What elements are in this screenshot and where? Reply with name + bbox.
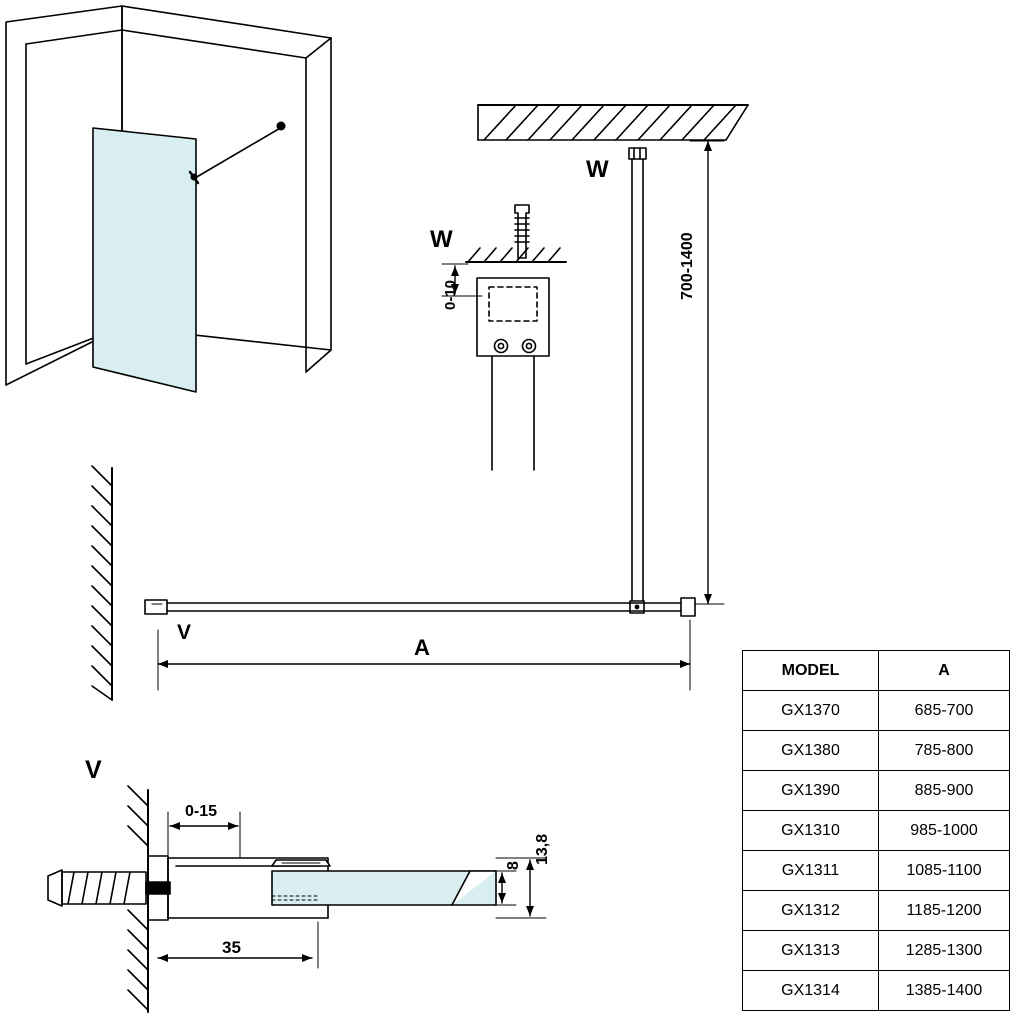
cell-model: GX1380 (743, 731, 879, 771)
table-row (743, 731, 1010, 771)
cell-a: 1085-1100 (879, 851, 1010, 891)
cell-a: 1185-1200 (879, 891, 1010, 931)
cell-model: GX1314 (743, 971, 879, 1011)
dimension-label-profile-depth: 35 (222, 938, 241, 957)
table-header-row (743, 651, 1010, 691)
cell-a: 885-900 (879, 771, 1010, 811)
dimension-label-height-range: 700-1400 (679, 232, 696, 300)
model-dimension-table (742, 650, 1010, 1011)
dimension-label-wall-gap: 0-15 (185, 803, 218, 820)
dimension-label-a: A (414, 635, 430, 660)
cell-model: GX1313 (743, 931, 879, 971)
cell-model: GX1312 (743, 891, 879, 931)
cell-model: GX1311 (743, 851, 879, 891)
cell-a: 785-800 (879, 731, 1010, 771)
cell-model: GX1310 (743, 811, 879, 851)
dimension-label-bracket-adjust: 0-10 (442, 279, 459, 310)
table-header-a: A (879, 651, 1010, 691)
table-row (743, 851, 1010, 891)
table-row (743, 931, 1010, 971)
table-row (743, 771, 1010, 811)
cell-a: 1385-1400 (879, 971, 1010, 1011)
cell-model: GX1390 (743, 771, 879, 811)
cell-a: 685-700 (879, 691, 1010, 731)
dimension-label-total-thickness: 13,8 (534, 833, 551, 865)
table-header-model: MODEL (743, 651, 879, 691)
label-view-v-plan: V (177, 621, 192, 644)
table-row (743, 971, 1010, 1011)
label-view-v-detail: V (85, 756, 102, 784)
table-row (743, 811, 1010, 851)
label-view-w-top: W (586, 156, 609, 183)
cell-model: GX1370 (743, 691, 879, 731)
table-row (743, 691, 1010, 731)
cell-a: 985-1000 (879, 811, 1010, 851)
cell-a: 1285-1300 (879, 931, 1010, 971)
table-row (743, 891, 1010, 931)
dimension-label-glass-thickness: 8 (505, 861, 522, 870)
label-view-w-detail: W (430, 226, 453, 253)
